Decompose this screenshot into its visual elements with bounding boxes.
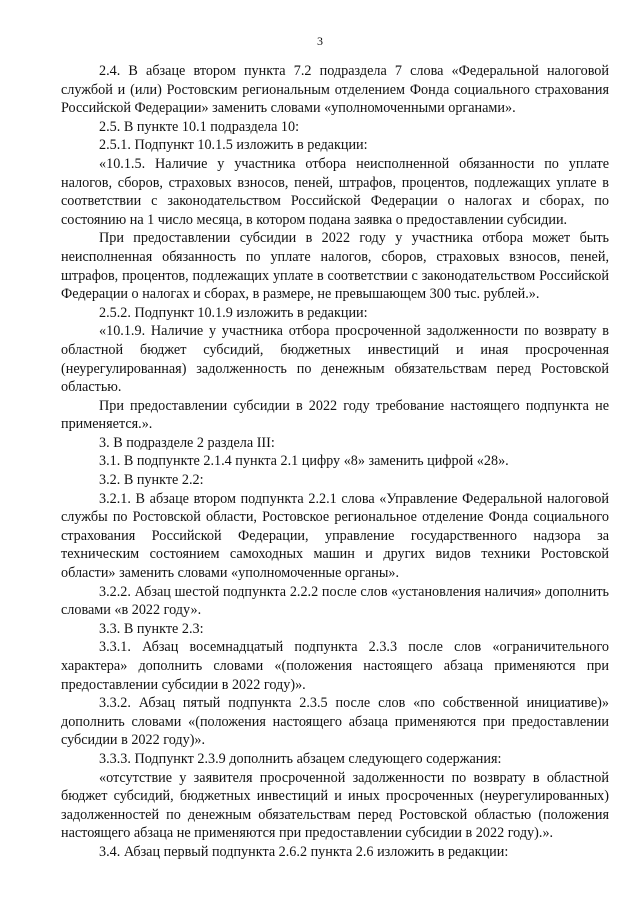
paragraph-3-2-2: 3.2.2. Абзац шестой подпункта 2.2.2 после слов «установления наличия» дополнить словами «в 2022 году». — [61, 583, 609, 619]
paragraph-3-2-1: 3.2.1. В абзаце втором подпункта 2.2.1 слова «Управление Федеральной налоговой службы по Ростовской области, Ростовское региональное отделение Фонда социального страхования Российской Федерации, управление государственного надзора за техническим состоянием самоходных машин и других видов техники Ростовской области» заменить словами «уполномоченные органы». — [61, 490, 609, 582]
paragraph-10-1-9-quote: «10.1.9. Наличие у участника отбора просроченной задолженности по возврату в областной бюджет субсидий, бюджетных инвестиций и иная просроченная (неурегулированная) задолженность по денежным обязательствам перед Ростовской областью. — [61, 323, 609, 396]
paragraph-3-4: 3.4. Абзац первый подпункта 2.6.2 пункта 2.6 изложить в редакции: — [99, 843, 509, 860]
paragraph-10-1-5-quote: «10.1.5. Наличие у участника отбора неисполненной обязанности по уплате налогов, сборов, страховых взносов, пеней, штрафов, процентов, подлежащих уплате в соответствии с законодательством Российской Федерации о налогах и сборах, по состоянию на 1 число месяца, в котором подана заявка о предоставлении субсидии. — [61, 155, 609, 228]
document-body — [61, 62, 609, 862]
paragraph-3-3-2: 3.3.2. Абзац пятый подпункта 2.3.5 после слов «по собственной инициативе)» дополнить словами «(положения настоящего абзаца применяются при предоставлении субсидии в 2022 году)». — [61, 695, 609, 749]
paragraph-2-5-2: 2.5.2. Подпункт 10.1.9 изложить в редакции: — [99, 304, 368, 321]
page-number: 3 — [317, 34, 323, 48]
paragraph-3: 3. В подразделе 2 раздела III: — [99, 434, 275, 451]
paragraph-2022-tax-exception: При предоставлении субсидии в 2022 году у участника отбора может быть неисполненная обязанность по уплате налогов, сборов, страховых взносов, пеней, штрафов, процентов, подлежащих уплате в соответствии с законодательством Российской Федерации о налогах и сборах, в размере, не превышающем 300 тыс. рублей.». — [61, 230, 609, 303]
paragraph-3-1: 3.1. В подпункте 2.1.4 пункта 2.1 цифру «8» заменить цифрой «28». — [99, 453, 509, 470]
paragraph-3-2: 3.2. В пункте 2.2: — [99, 472, 204, 489]
paragraph-2-4: 2.4. В абзаце втором пункта 7.2 подраздела 7 слова «Федеральной налоговой службой и (или) Ростовским региональным отделением Фонда социального страхования Российской Федерации» заменить словами «уполномоченными органами». — [61, 63, 609, 117]
paragraph-2-5: 2.5. В пункте 10.1 подраздела 10: — [99, 118, 300, 135]
paragraph-2022-requirement-exception: При предоставлении субсидии в 2022 году требование настоящего подпункта не применяется.». — [61, 397, 609, 433]
paragraph-3-3-3: 3.3.3. Подпункт 2.3.9 дополнить абзацем следующего содержания: — [99, 750, 502, 767]
paragraph-3-3-1: 3.3.1. Абзац восемнадцатый подпункта 2.3.3 после слов «ограничительного характера» дополнить словами «(положения настоящего абзаца применяются при предоставлении субсидии в 2022 году)». — [61, 639, 609, 693]
paragraph-2-5-1: 2.5.1. Подпункт 10.1.5 изложить в редакции: — [99, 137, 368, 154]
paragraph-absence-of-debt-quote: «отсутствие у заявителя просроченной задолженности по возврату в областной бюджет субсидий, бюджетных инвестиций и иных просроченных (неурегулированных) задолженностей по денежным обязательствам перед Ростовской областью (положения настоящего абзаца не применяются при предоставлении субсидии в 2022 году).». — [61, 769, 609, 842]
paragraph-3-3: 3.3. В пункте 2.3: — [99, 620, 204, 637]
